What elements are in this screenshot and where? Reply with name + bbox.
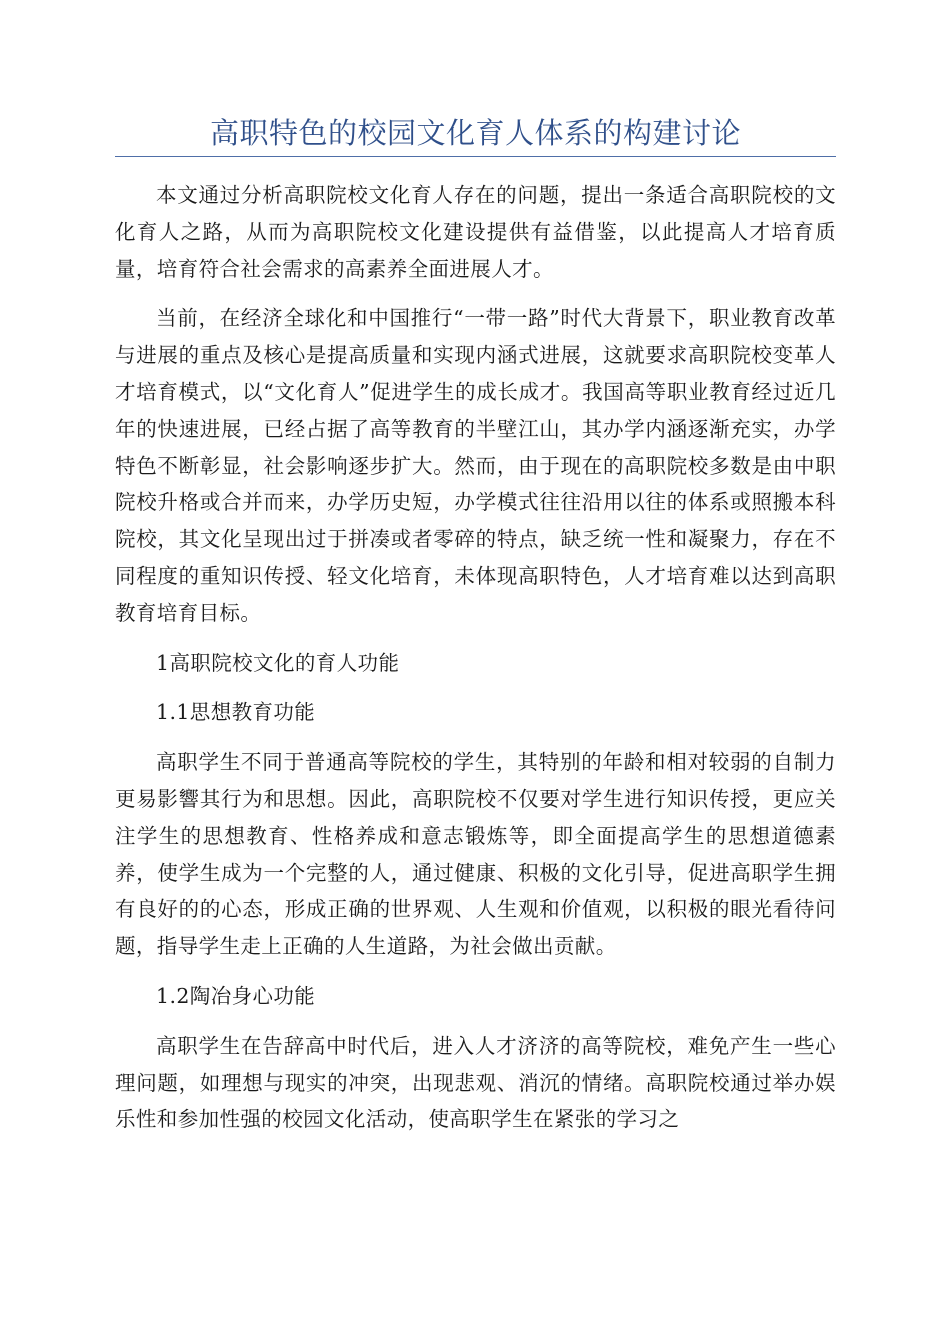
section-1-1-paragraph: 高职学生不同于普通高等院校的学生，其特别的年龄和相对较弱的自制力更易影響其行为和思想。因此，高职院校不仅要对学生进行知识传授，更应关注学生的思想教育、性格养成和意志锻炼等，即全面提高学生的思想道德素养，使学生成为一个完整的人，通过健康、积极的文化引导，促进高职学生拥有良好的的心态，形成正确的世界观、人生观和价值观，以积极的眼光看待问题，指导学生走上正确的人生道路，为社会做出贡献。	[115, 750, 836, 959]
intro-paragraph: 当前，在经济全球化和中国推行“一带一路”时代大背景下，职业教育改革与进展的重点及核心是提高质量和实现内涵式进展，这就要求高职院校变革人才培育模式，以“文化育人”促进学生的成长成才。我国高等职业教育经过近几年的快速进展，已经占据了高等教育的半壁江山，其办学内涵逐渐充实，办学特色不断彰显，社会影响逐步扩大。然而，由于现在的高职院校多数是由中职院校升格或合并而来，办学历史短，办学模式往往沿用以往的体系或照搬本科院校，其文化呈现出过于拼凑或者零碎的特点，缺乏统一性和凝聚力，存在不同程度的重知识传授、轻文化培育，未体现高职特色，人才培育难以达到高职教育培育目标。	[115, 306, 836, 625]
subsection-heading-1-1: 1.1思想教育功能	[156, 700, 316, 725]
abstract-paragraph: 本文通过分析高职院校文化育人存在的问题，提出一条适合高职院校的文化育人之路，从而为高职院校文化建设提供有益借鉴，以此提高人才培育质量，培育符合社会需求的高素养全面进展人才。	[115, 183, 836, 281]
document-page	[115, 112, 836, 1151]
section-1-2-paragraph: 高职学生在告辞高中时代后，进入人才济济的高等院校，难免产生一些心理问题，如理想与现实的冲突，出现悲观、消沉的情绪。高职院校通过举办娱乐性和参加性强的校园文化活动，使高职学生在紧张的学习之	[115, 1033, 836, 1132]
document-title: 高职特色的校园文化育人体系的构建讨论	[115, 112, 836, 157]
section-heading-1: 1高职院校文化的育人功能	[156, 650, 400, 675]
document-body	[115, 177, 836, 1138]
subsection-heading-1-2: 1.2陶冶身心功能	[156, 983, 316, 1008]
